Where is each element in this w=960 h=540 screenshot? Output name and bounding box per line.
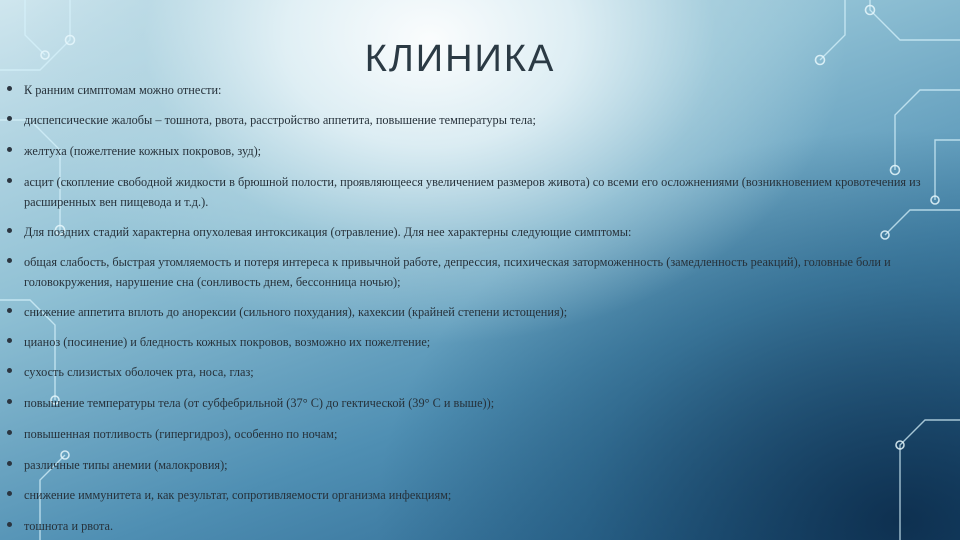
- list-item-text: общая слабость, быстрая утомляемость и потеря интереса к привычной работе, депрессия, психическая заторможенность (замедленность реакций), головные боли и головокружения, нарушение сна (сонливость днем, бессонница ночью);: [24, 255, 891, 289]
- bullet-dot-icon: [7, 399, 12, 404]
- list-item-text: Для поздних стадий характерна опухолевая интоксикация (отравление). Для нее характерны следующие симптомы:: [24, 225, 632, 239]
- bullet-dot-icon: [7, 228, 12, 233]
- list-item-text: К ранним симптомам можно отнести:: [24, 83, 222, 97]
- list-item-text: желтуха (пожелтение кожных покровов, зуд);: [24, 144, 262, 158]
- list-item-text: снижение аппетита вплоть до анорексии (сильного похудания), кахексии (крайней степени истощения);: [24, 305, 568, 319]
- bullet-dot-icon: [7, 308, 12, 313]
- bullet-dot-icon: [7, 491, 12, 496]
- bullet-dot-icon: [7, 116, 12, 121]
- bullet-dot-icon: [7, 430, 12, 435]
- bullet-dot-icon: [7, 258, 12, 263]
- list-item-text: тошнота и рвота.: [24, 519, 114, 533]
- bullet-dot-icon: [7, 147, 12, 152]
- bullet-dot-icon: [7, 368, 12, 373]
- bullet-dot-icon: [7, 338, 12, 343]
- list-item-text: цианоз (посинение) и бледность кожных покровов, возможно их пожелтение;: [24, 335, 431, 349]
- bullet-dot-icon: [7, 522, 12, 527]
- list-item-text: сухость слизистых оболочек рта, носа, глаз;: [24, 365, 254, 379]
- list-item-text: диспепсические жалобы – тошнота, рвота, расстройство аппетита, повышение температуры тела;: [24, 113, 536, 127]
- list-item-text: различные типы анемии (малокровия);: [24, 458, 228, 472]
- list-item-text: повышенная потливость (гипергидроз), особенно по ночам;: [24, 427, 338, 441]
- list-item-text: снижение иммунитета и, как результат, сопротивляемости организма инфекциям;: [24, 488, 452, 502]
- page-title: КЛИНИКА: [364, 38, 556, 80]
- list-item-text: повышение температуры тела (от субфебрильной (37° С) до гектической (39° С и выше));: [24, 396, 495, 410]
- bullet-dot-icon: [7, 461, 12, 466]
- list-item-text: асцит (скопление свободной жидкости в брюшной полости, проявляющееся увеличением размеров живота) со всеми его осложнениями (возникновением кровотечения из расширенных вен пищевода и т.д.).: [24, 175, 921, 209]
- bullet-dot-icon: [7, 86, 12, 91]
- bullet-dot-icon: [7, 178, 12, 183]
